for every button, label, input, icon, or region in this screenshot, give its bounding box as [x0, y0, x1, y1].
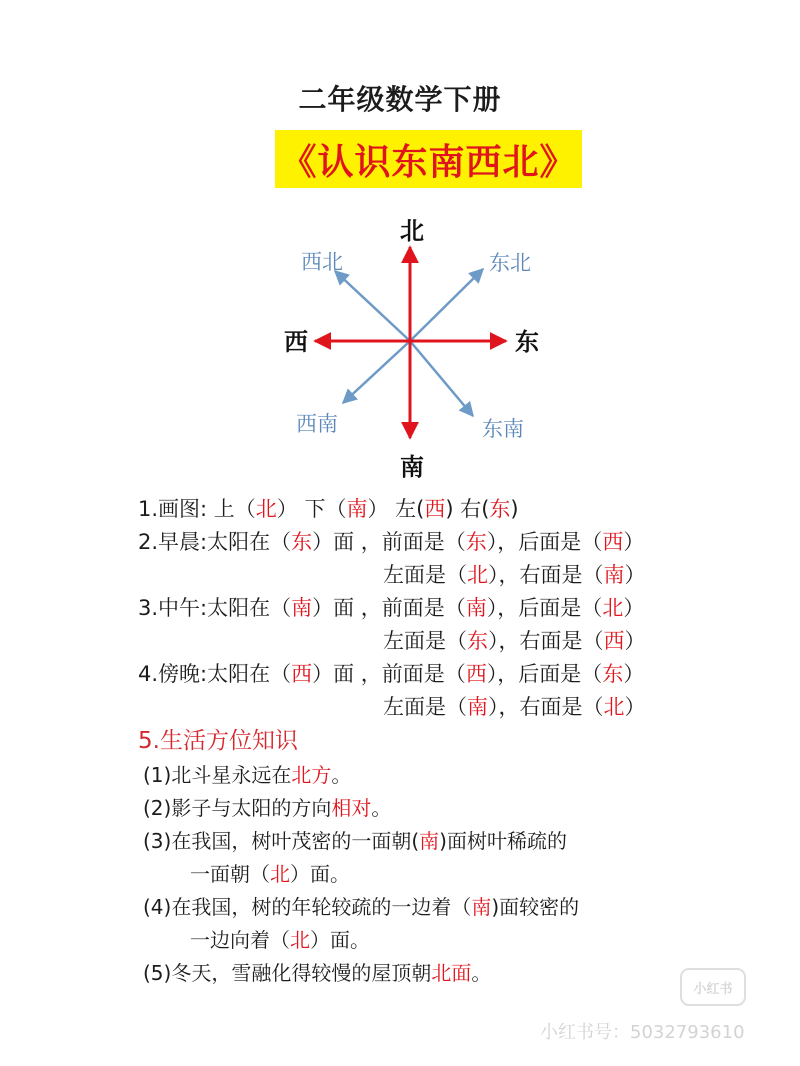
northeast-arrow — [410, 269, 483, 341]
answer-text: 北 — [290, 928, 310, 952]
line-text: ），右面是（ — [488, 629, 604, 653]
exercise-line — [383, 626, 646, 656]
tip-line — [190, 925, 370, 955]
answer-text: 南 — [419, 829, 440, 853]
line-text: ）面 ，前面是（ — [312, 596, 466, 620]
tip-line — [143, 760, 351, 790]
answer-text: 北 — [255, 497, 277, 521]
compass-diagram — [250, 205, 570, 485]
line-text: 左面是（ — [383, 695, 467, 719]
answer-text: 北面 — [431, 961, 472, 985]
answer-text: 西 — [424, 497, 446, 521]
tip-line — [190, 859, 350, 889]
line-text: ），右面是（ — [488, 695, 604, 719]
exercise-line — [138, 659, 644, 689]
line-text: ），后面是（ — [486, 596, 603, 620]
line-text: 3.中午:太阳在（ — [138, 596, 292, 620]
line-text: ）面。 — [290, 862, 350, 886]
southwest-arrow — [343, 341, 410, 403]
tip-line — [143, 958, 491, 988]
line-text: 。 — [471, 961, 492, 985]
line-text: 左面是（ — [383, 563, 467, 587]
northwest-arrow — [335, 271, 410, 341]
exercise-line — [138, 494, 519, 524]
watermark-account: 小红书号：5032793610 — [540, 1022, 745, 1043]
answer-text: 北 — [602, 596, 624, 620]
tip-line — [143, 793, 391, 823]
answer-text: 东 — [602, 662, 624, 686]
answer-text: 南 — [467, 695, 488, 719]
line-text: 一边向着（ — [190, 928, 290, 952]
answer-text: 南 — [471, 895, 492, 919]
line-text: ） — [623, 596, 645, 620]
line-text: )面较密的 — [491, 895, 580, 919]
label-north: 北 — [400, 216, 424, 245]
line-text: 。 — [331, 763, 352, 787]
answer-text: 南 — [465, 596, 487, 620]
line-text: (1)北斗星永远在 — [143, 763, 292, 787]
line-text: (3)在我国，树叶茂密的一面朝( — [143, 829, 420, 853]
page-title: 二年级数学下册 — [298, 83, 502, 116]
southeast-arrow — [410, 341, 473, 416]
line-text: ） — [624, 563, 646, 587]
line-text: 。 — [371, 796, 392, 820]
watermark-logo: 小红书 — [680, 968, 746, 1006]
line-text: )面树叶稀疏的 — [439, 829, 567, 853]
answer-text: 西 — [603, 629, 625, 653]
line-text: ），右面是（ — [488, 563, 604, 587]
line-text: ），后面是（ — [486, 530, 603, 554]
answer-text: 西 — [291, 662, 313, 686]
label-east: 东 — [515, 327, 539, 356]
answer-text: 南 — [291, 596, 313, 620]
section-heading: 5.生活方位知识 — [138, 728, 298, 754]
tip-line — [143, 826, 567, 856]
line-text: ） — [623, 662, 645, 686]
line-text: 2.早晨:太阳在（ — [138, 530, 292, 554]
answer-text: 北方 — [291, 763, 332, 787]
line-text: ） — [624, 629, 646, 653]
line-text: ）面 ，前面是（ — [312, 530, 466, 554]
label-south: 南 — [400, 452, 424, 481]
answer-text: 北 — [603, 695, 625, 719]
exercise-line — [138, 527, 644, 557]
answer-text: 西 — [465, 662, 487, 686]
answer-text: 西 — [602, 530, 624, 554]
line-text: (4)在我国，树的年轮较疏的一边着（ — [143, 895, 472, 919]
line-text: 左面是（ — [383, 629, 467, 653]
line-text: ） 下（ — [276, 497, 347, 521]
answer-text: 北 — [467, 563, 488, 587]
line-text: 1.画图: 上（ — [138, 497, 256, 521]
answer-text: 东 — [467, 629, 488, 653]
exercise-line — [138, 593, 644, 623]
line-text: ）面 ，前面是（ — [312, 662, 466, 686]
line-text: 4.傍晚:太阳在（ — [138, 662, 292, 686]
label-southwest: 西南 — [296, 412, 338, 436]
line-text: ) 右( — [445, 497, 490, 521]
answer-text: 东 — [489, 497, 511, 521]
line-text: 一面朝（ — [190, 862, 270, 886]
answer-text: 南 — [346, 497, 368, 521]
label-west: 西 — [284, 327, 308, 356]
answer-text: 相对 — [331, 796, 372, 820]
lesson-banner: 《认识东南西北》 — [275, 130, 582, 188]
answer-text: 南 — [603, 563, 625, 587]
line-text: ），后面是（ — [486, 662, 603, 686]
line-text: (2)影子与太阳的方向 — [143, 796, 332, 820]
answer-text: 北 — [270, 862, 290, 886]
label-northeast: 东北 — [489, 251, 531, 275]
answer-text: 东 — [465, 530, 487, 554]
exercise-line — [383, 560, 646, 590]
line-text: ）面。 — [310, 928, 370, 952]
label-northwest: 西北 — [301, 250, 343, 274]
exercise-line — [383, 692, 646, 722]
label-southeast: 东南 — [482, 417, 524, 441]
line-text: ) — [510, 497, 519, 521]
answer-text: 东 — [291, 530, 313, 554]
line-text: ） — [623, 530, 645, 554]
tip-line — [143, 892, 579, 922]
line-text: ） — [624, 695, 646, 719]
line-text: ） 左( — [367, 497, 425, 521]
line-text: (5)冬天，雪融化得较慢的屋顶朝 — [143, 961, 432, 985]
